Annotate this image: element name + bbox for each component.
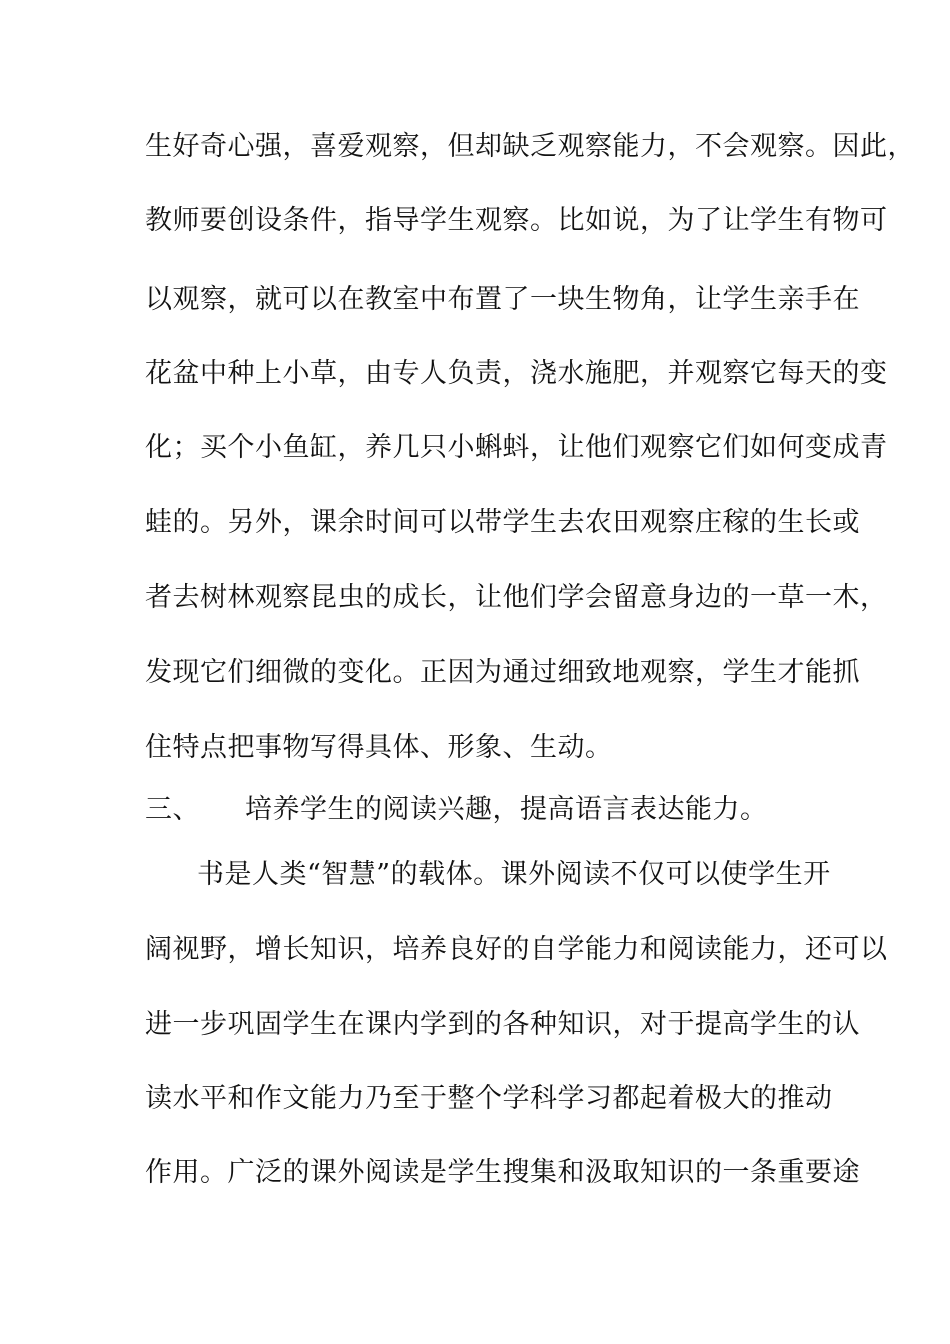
paragraph2-line-4: 读水平和作文能力乃至于整个学科学习都起着极大的推动 bbox=[145, 1083, 833, 1114]
body-line-4: 花盆中种上小草，由专人负责，浇水施肥，并观察它每天的变 bbox=[145, 358, 888, 389]
body-line-6: 蛙的。另外，课余时间可以带学生去农田观察庄稼的生长或 bbox=[145, 507, 860, 538]
body-line-7: 者去树林观察昆虫的成长，让他们学会留意身边的一草一木， bbox=[145, 582, 888, 613]
body-line-5: 化；买个小鱼缸，养几只小蝌蚪，让他们观察它们如何变成青 bbox=[145, 432, 888, 463]
paragraph2-line-5: 作用。广泛的课外阅读是学生搜集和汲取知识的一条重要途 bbox=[145, 1157, 860, 1188]
body-line-3: 以观察，就可以在教室中布置了一块生物角，让学生亲手在 bbox=[145, 284, 860, 315]
paragraph2-line-3: 进一步巩固学生在课内学到的各种知识，对于提高学生的认 bbox=[145, 1009, 860, 1040]
body-line-2: 教师要创设条件，指导学生观察。比如说，为了让学生有物可 bbox=[145, 205, 888, 236]
body-line-9: 住特点把事物写得具体、形象、生动。 bbox=[145, 732, 613, 763]
paragraph2-line-1: 书是人类“智慧”的载体。课外阅读不仅可以使学生开 bbox=[197, 859, 831, 890]
section-heading-text: 培养学生的阅读兴趣，提高语言表达能力。 bbox=[245, 794, 768, 825]
body-line-8: 发现它们细微的变化。正因为通过细致地观察，学生才能抓 bbox=[145, 657, 860, 688]
paragraph2-line-2: 阔视野，增长知识，培养良好的自学能力和阅读能力，还可以 bbox=[145, 934, 888, 965]
section-heading bbox=[145, 793, 825, 827]
body-line-1: 生好奇心强，喜爱观察，但却缺乏观察能力，不会观察。因此， bbox=[145, 131, 915, 162]
section-heading-number: 三、 bbox=[145, 794, 200, 825]
